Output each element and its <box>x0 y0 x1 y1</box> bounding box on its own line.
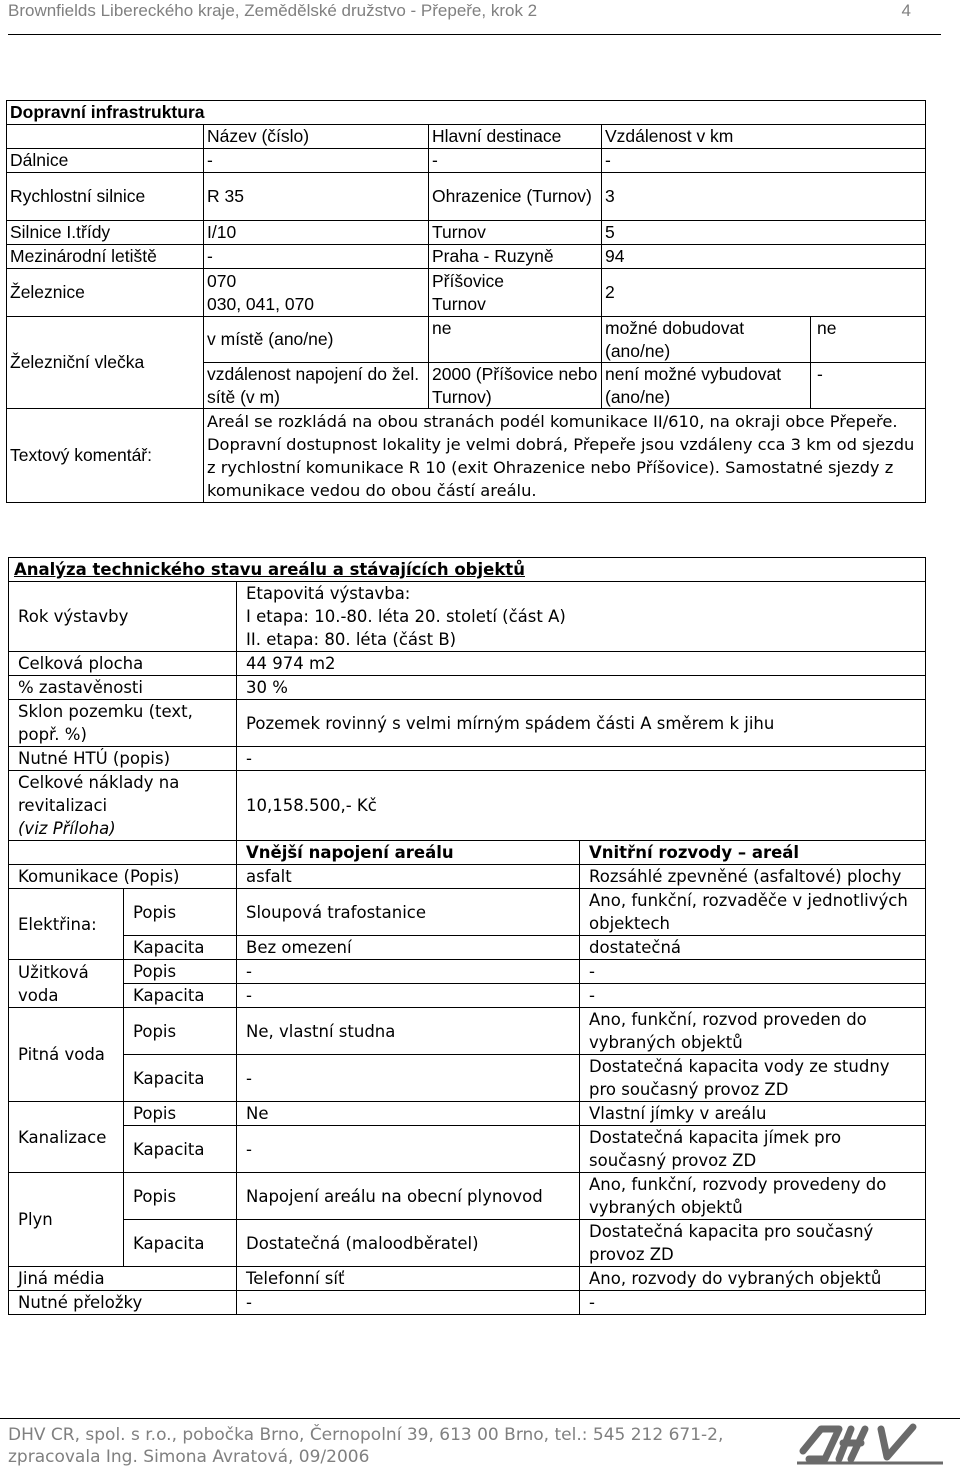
col-header-vnejsi: Vnější napojení areálu <box>237 841 580 865</box>
plyn-popis-vnitrni: Ano, funkční, rozvody provedeny do vybraných objektů <box>580 1173 926 1220</box>
page-number: 4 <box>901 1 911 20</box>
silnice1-destination: Turnov <box>429 221 602 245</box>
row-label-plyn: Plyn <box>9 1173 124 1267</box>
letiste-distance: 94 <box>602 245 811 269</box>
zeleznice-name <box>204 269 429 317</box>
row-label-pitna: Pitná voda <box>9 1008 124 1102</box>
letiste-name: - <box>204 245 429 269</box>
kanalizace-kapacita-vnejsi: - <box>237 1126 580 1173</box>
row-label-komunikace: Komunikace (Popis) <box>9 865 237 889</box>
elektrina-popis-vnejsi: Sloupová trafostanice <box>237 889 580 936</box>
jina-vnejsi: Telefonní síť <box>237 1267 580 1291</box>
uzitkova-kapacita-vnejsi: - <box>237 984 580 1008</box>
row-label-sklon: Sklon pozemku (text, popř. %) <box>9 700 237 747</box>
plyn-kapacita-vnejsi: Dostatečná (maloodběratel) <box>237 1220 580 1267</box>
rychlostni-distance: 3 <box>602 173 811 221</box>
naklady-note: (viz Příloha) <box>18 819 116 838</box>
elektrina-popis-label: Popis <box>124 889 237 936</box>
dalnice-name: - <box>204 149 429 173</box>
kanalizace-popis-vnitrni: Vlastní jímky v areálu <box>580 1102 926 1126</box>
pitna-popis-vnitrni: Ano, funkční, rozvod proveden do vybraných objektů <box>580 1008 926 1055</box>
vlecka-in-place-value: ne <box>429 317 602 363</box>
row-label-elektrina: Elektřina: <box>9 889 124 960</box>
komentar-text: Areál se rozkládá na obou stranách podél komunikace II/610, na okraji obce Přepeře. Dopravní dostupnost lokality je velmi dobrá, Přepeře jsou vzdáleny cca 3 km od sjezdu z rychlostní komunikace R 10 (exit Ohrazenice nebo Příšovice). Samostatné sjezdy z komunikace vedou do obou částí areálu. <box>204 409 926 503</box>
row-label-letiste: Mezinárodní letiště <box>7 245 204 269</box>
row-label-vlecka: Železniční vlečka <box>7 317 204 409</box>
rychlostni-destination: Ohrazenice (Turnov) <box>429 173 602 221</box>
col-header-name: Název (číslo) <box>204 125 429 149</box>
pitna-popis-vnejsi: Ne, vlastní studna <box>237 1008 580 1055</box>
zeleznice-dest-line1: Příšovice <box>432 271 504 291</box>
col-header-destination: Hlavní destinace <box>429 125 602 149</box>
vlecka-in-place-label: v místě (ano/ne) <box>204 317 429 363</box>
pitna-popis-label: Popis <box>124 1008 237 1055</box>
elektrina-kapacita-vnitrni: dostatečná <box>580 936 926 960</box>
pitna-kapacita-vnitrni: Dostatečná kapacita vody ze studny pro současný provoz ZD <box>580 1055 926 1102</box>
row-label-zastaveni: % zastavěnosti <box>9 676 237 700</box>
plyn-popis-label: Popis <box>124 1173 237 1220</box>
rychlostni-name: R 35 <box>204 173 429 221</box>
plocha-value: 44 974 m2 <box>237 652 926 676</box>
rok-line3: II. etapa: 80. léta (část B) <box>246 630 457 649</box>
dhv-logo-icon <box>795 1421 945 1467</box>
vlecka-distance-label: vzdálenost napojení do žel. sítě (v m) <box>204 363 429 409</box>
zeleznice-name-line2: 030, 041, 070 <box>207 293 315 314</box>
footer-address: DHV CR, spol. s r.o., pobočka Brno, Černopolní 39, 613 00 Brno, tel.: 545 212 671-2, <box>8 1425 724 1445</box>
row-label-kanalizace: Kanalizace <box>9 1102 124 1173</box>
pitna-kapacita-label: Kapacita <box>124 1055 237 1102</box>
vlecka-impossible-label: není možné vybudovat (ano/ne) <box>602 363 811 409</box>
row-label-naklady <box>9 771 237 841</box>
jina-vnitrni: Ano, rozvody do vybraných objektů <box>580 1267 926 1291</box>
elektrina-kapacita-label: Kapacita <box>124 936 237 960</box>
row-label-dalnice: Dálnice <box>7 149 204 173</box>
dalnice-destination: - <box>429 149 602 173</box>
naklady-value: 10,158.500,- Kč <box>237 771 926 841</box>
row-label-zeleznice: Železnice <box>7 269 204 317</box>
col-header-vnitrni: Vnitřní rozvody – areál <box>580 841 926 865</box>
zeleznice-name-line1: 070 <box>207 271 237 291</box>
row-label-rok: Rok výstavby <box>9 582 237 652</box>
uzitkova-popis-label: Popis <box>124 960 237 984</box>
zeleznice-destination <box>429 269 602 317</box>
naklady-label: Celkové náklady na revitalizaci <box>18 773 180 815</box>
col-header-distance: Vzdálenost v km <box>602 125 811 149</box>
row-label-rychlostni: Rychlostní silnice <box>7 173 204 221</box>
transport-table <box>6 100 926 503</box>
vlecka-possible-answer: ne <box>811 317 926 363</box>
kanalizace-popis-label: Popis <box>124 1102 237 1126</box>
header-empty-cell <box>9 841 237 865</box>
rok-line2: I etapa: 10.-80. léta 20. století (část A) <box>246 607 566 626</box>
plyn-popis-vnejsi: Napojení areálu na obecní plynovod <box>237 1173 580 1220</box>
footer-author: zpracovala Ing. Simona Avratová, 09/2006 <box>8 1447 370 1467</box>
row-label-uzitkova: Užitková voda <box>9 960 124 1008</box>
page-footer <box>0 1418 960 1471</box>
uzitkova-kapacita-label: Kapacita <box>124 984 237 1008</box>
vlecka-possible-label: možné dobudovat (ano/ne) <box>602 317 811 363</box>
uzitkova-kapacita-vnitrni: - <box>580 984 926 1008</box>
uzitkova-popis-vnejsi: - <box>237 960 580 984</box>
vlecka-distance-value: 2000 (Příšovice nebo Turnov) <box>429 363 602 409</box>
komunikace-vnitrni: Rozsáhlé zpevněné (asfaltové) plochy <box>580 865 926 889</box>
kanalizace-popis-vnejsi: Ne <box>237 1102 580 1126</box>
row-label-jina: Jiná média <box>9 1267 237 1291</box>
transport-section-title: Dopravní infrastruktura <box>7 101 926 125</box>
row-label-plocha: Celková plocha <box>9 652 237 676</box>
komunikace-vnejsi: asfalt <box>237 865 580 889</box>
analysis-table <box>8 557 926 1315</box>
row-label-komentar: Textový komentář: <box>7 409 204 503</box>
elektrina-popis-vnitrni: Ano, funkční, rozvaděče v jednotlivých objektech <box>580 889 926 936</box>
vlecka-impossible-answer: - <box>811 363 926 409</box>
row-label-htu: Nutné HTÚ (popis) <box>9 747 237 771</box>
prelozky-vnejsi: - <box>237 1291 580 1315</box>
elektrina-kapacita-vnejsi: Bez omezení <box>237 936 580 960</box>
sklon-value: Pozemek rovinný s velmi mírným spádem části A směrem k jihu <box>237 700 926 747</box>
silnice1-name: I/10 <box>204 221 429 245</box>
plyn-kapacita-label: Kapacita <box>124 1220 237 1267</box>
zeleznice-dest-line2: Turnov <box>432 293 486 314</box>
plyn-kapacita-vnitrni: Dostatečná kapacita pro současný provoz ZD <box>580 1220 926 1267</box>
kanalizace-kapacita-vnitrni: Dostatečná kapacita jímek pro současný provoz ZD <box>580 1126 926 1173</box>
kanalizace-kapacita-label: Kapacita <box>124 1126 237 1173</box>
row-label-silnice1: Silnice I.třídy <box>7 221 204 245</box>
page-header <box>8 0 941 35</box>
zeleznice-distance: 2 <box>602 269 811 317</box>
analysis-section-title: Analýza technického stavu areálu a stávajících objektů <box>9 558 926 582</box>
pitna-kapacita-vnejsi: - <box>237 1055 580 1102</box>
letiste-destination: Praha - Ruzyně <box>429 245 602 269</box>
rok-line1: Etapovitá výstavba: <box>246 584 411 603</box>
row-label-prelozky: Nutné přeložky <box>9 1291 237 1315</box>
zastaveni-value: 30 % <box>237 676 926 700</box>
document-title: Brownfields Libereckého kraje, Zemědělské družstvo - Přepeře, krok 2 <box>8 1 538 20</box>
header-empty-cell <box>7 125 204 149</box>
htu-value: - <box>237 747 926 771</box>
silnice1-distance: 5 <box>602 221 811 245</box>
rok-value <box>237 582 926 652</box>
prelozky-vnitrni: - <box>580 1291 926 1315</box>
dalnice-distance: - <box>602 149 811 173</box>
uzitkova-popis-vnitrni: - <box>580 960 926 984</box>
